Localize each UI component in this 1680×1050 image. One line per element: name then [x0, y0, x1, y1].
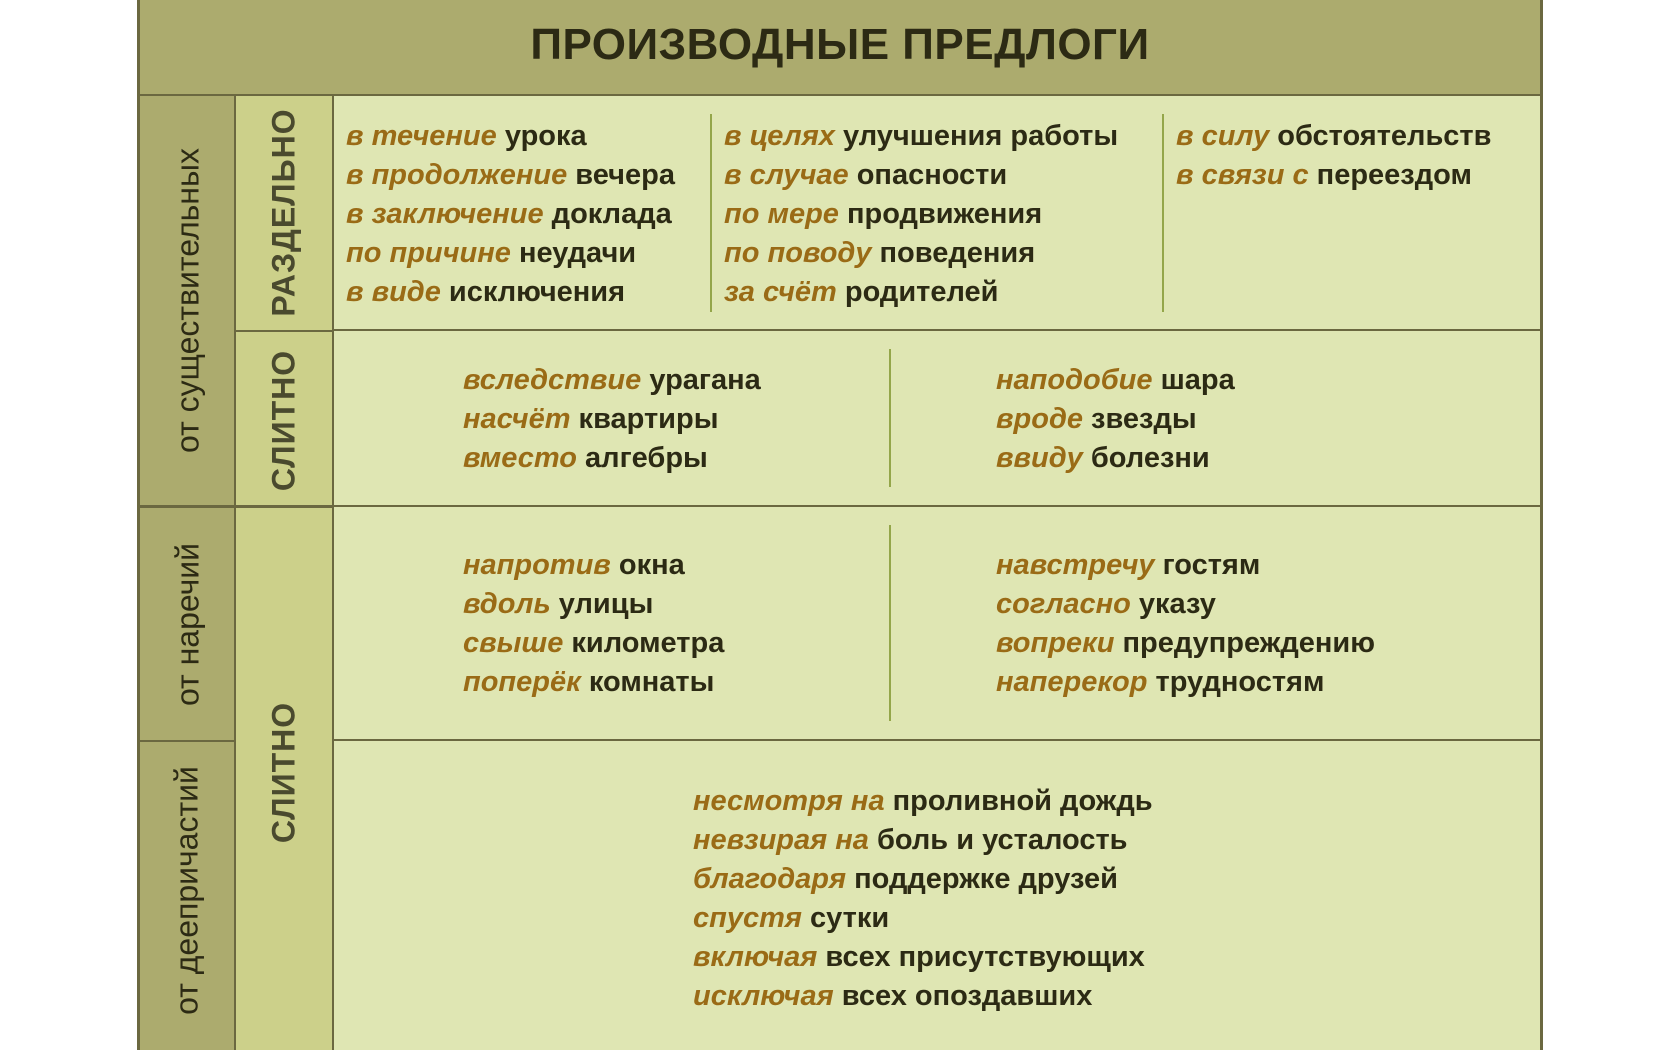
preposition: в связи с	[1176, 159, 1309, 191]
dependent-word: звезды	[1083, 403, 1197, 435]
preposition: наперекор	[996, 666, 1148, 698]
dependent-word: всех опоздавших	[833, 980, 1093, 1012]
dependent-word: улицы	[550, 588, 654, 620]
preposition-example	[996, 546, 1375, 585]
dependent-word: гостям	[1154, 549, 1261, 581]
preposition-example	[693, 977, 1153, 1016]
dependent-word: доклада	[543, 198, 672, 230]
preposition: свыше	[463, 627, 564, 659]
preposition: в силу	[1176, 120, 1270, 152]
mode-joined-nouns-label: СЛИТНО	[265, 349, 302, 492]
preposition-example	[724, 156, 1118, 195]
preposition-example	[693, 938, 1153, 977]
preposition-example	[346, 273, 675, 312]
preposition-example	[996, 361, 1235, 400]
dependent-word: предупреждению	[1114, 627, 1375, 659]
preposition-example	[463, 546, 724, 585]
source-nouns-cell	[140, 96, 236, 506]
preposition-example	[1176, 117, 1491, 156]
preposition: насчёт	[463, 403, 571, 435]
source-gerunds-cell	[140, 740, 236, 1050]
preposition: поперёк	[463, 666, 581, 698]
column-separator	[889, 349, 891, 487]
preposition: навстречу	[996, 549, 1155, 581]
preposition-example	[996, 624, 1375, 663]
dependent-word: указу	[1130, 588, 1216, 620]
preposition-example	[693, 782, 1153, 821]
preposition-example	[693, 821, 1153, 860]
dependent-word: поддержке друзей	[846, 863, 1118, 895]
preposition-example	[1176, 156, 1491, 195]
column-separator	[889, 525, 891, 721]
dependent-word: комнаты	[580, 666, 715, 698]
dependent-word: урагана	[641, 364, 761, 396]
dependent-word: обстоятельств	[1269, 120, 1492, 152]
preposition-example	[346, 156, 675, 195]
preposition: спустя	[693, 902, 802, 934]
source-nouns-label: от существительных	[169, 148, 206, 453]
preposition-example	[996, 439, 1235, 478]
preposition: по причине	[346, 237, 511, 269]
preposition: по поводу	[724, 237, 872, 269]
divider-gerunds	[334, 739, 1540, 741]
dependent-word: неудачи	[510, 237, 637, 269]
preposition: в заключение	[346, 198, 544, 230]
dependent-word: переездом	[1308, 159, 1472, 191]
preposition: вместо	[463, 442, 577, 474]
preposition: по мере	[724, 198, 839, 230]
mode-separate-label: РАЗДЕЛЬНО	[265, 108, 302, 317]
preposition-example	[996, 585, 1375, 624]
dependent-word: километра	[563, 627, 725, 659]
preposition: вопреки	[996, 627, 1115, 659]
nouns-separate-col3	[1176, 117, 1491, 195]
preposition-example	[346, 195, 675, 234]
preposition: согласно	[996, 588, 1131, 620]
dependent-word: исключения	[440, 276, 626, 308]
divider-adverbs	[140, 505, 1540, 507]
preposition: в виде	[346, 276, 441, 308]
dependent-word: всех присутствующих	[817, 941, 1145, 973]
preposition: в целях	[724, 120, 835, 152]
preposition-example	[724, 195, 1118, 234]
preposition-example	[724, 273, 1118, 312]
gerunds-joined-col1	[693, 782, 1153, 1016]
column-separator	[710, 114, 712, 312]
preposition: наподобие	[996, 364, 1153, 396]
dependent-word: трудностям	[1147, 666, 1325, 698]
dependent-word: поведения	[871, 237, 1036, 269]
dependent-word: проливной дождь	[884, 785, 1153, 817]
preposition: вследствие	[463, 364, 642, 396]
mode-joined-nouns-cell	[236, 330, 334, 506]
source-gerunds-label: от деепричастий	[168, 766, 205, 1015]
dependent-word: шара	[1152, 364, 1235, 396]
dependent-word: квартиры	[570, 403, 719, 435]
nouns-separate-col1	[346, 117, 675, 312]
preposition: несмотря на	[693, 785, 885, 817]
preposition-example	[693, 860, 1153, 899]
adverbs-joined-col1	[463, 546, 724, 702]
preposition: за счёт	[724, 276, 837, 308]
nouns-joined-col2	[996, 361, 1235, 478]
preposition-example	[346, 234, 675, 273]
dependent-word: продвижения	[838, 198, 1043, 230]
dependent-word: улучшения работы	[834, 120, 1119, 152]
adverbs-joined-col2	[996, 546, 1375, 702]
preposition: в продолжение	[346, 159, 568, 191]
preposition-example	[346, 117, 675, 156]
source-adverbs-cell	[140, 506, 236, 740]
dependent-word: опасности	[848, 159, 1008, 191]
preposition-example	[693, 899, 1153, 938]
nouns-joined-col1	[463, 361, 761, 478]
preposition: в случае	[724, 159, 849, 191]
dependent-word: урока	[496, 120, 587, 152]
preposition-example	[463, 663, 724, 702]
preposition-example	[463, 400, 761, 439]
preposition: включая	[693, 941, 818, 973]
preposition: ввиду	[996, 442, 1083, 474]
preposition-example	[463, 361, 761, 400]
dependent-word: алгебры	[576, 442, 708, 474]
dependent-word: родителей	[836, 276, 999, 308]
mode-separate-cell	[236, 96, 334, 330]
page-title: ПРОИЗВОДНЫЕ ПРЕДЛОГИ	[530, 20, 1150, 69]
preposition: исключая	[693, 980, 834, 1012]
dependent-word: вечера	[567, 159, 675, 191]
preposition: благодаря	[693, 863, 847, 895]
preposition: вроде	[996, 403, 1083, 435]
dependent-word: сутки	[801, 902, 890, 934]
preposition-example	[463, 624, 724, 663]
preposition-example	[463, 439, 761, 478]
preposition: напротив	[463, 549, 611, 581]
column-separator	[1162, 114, 1164, 312]
source-adverbs-label: от наречий	[169, 542, 206, 707]
preposition: вдоль	[463, 588, 551, 620]
preposition-example	[996, 663, 1375, 702]
dependent-word: болезни	[1082, 442, 1210, 474]
preposition-example	[724, 117, 1118, 156]
dependent-word: боль и усталость	[868, 824, 1128, 856]
divider-nouns	[334, 329, 1540, 331]
dependent-word: окна	[610, 549, 685, 581]
title-bar	[137, 0, 1543, 96]
preposition-example	[996, 400, 1235, 439]
preposition: в течение	[346, 120, 497, 152]
nouns-separate-col2	[724, 117, 1118, 312]
preposition: невзирая на	[693, 824, 869, 856]
preposition-example	[724, 234, 1118, 273]
preposition-example	[463, 585, 724, 624]
mode-joined-lower-cell	[236, 506, 334, 1050]
mode-joined-lower-label: СЛИТНО	[265, 701, 302, 844]
